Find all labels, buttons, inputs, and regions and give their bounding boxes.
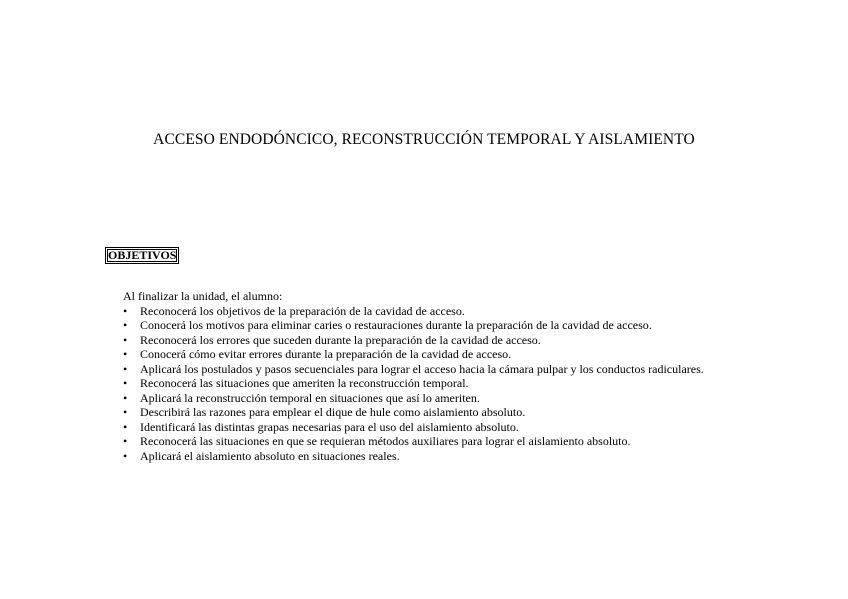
objective-text: Identificará las distintas grapas necesarias para el uso del aislamiento absoluto.	[140, 419, 519, 434]
list-item	[123, 362, 704, 377]
intro-text: Al finalizar la unidad, el alumno:	[123, 289, 283, 303]
document-title: ACCESO ENDODÓNCICO, RECONSTRUCCIÓN TEMPORAL Y AISLAMIENTO	[153, 131, 695, 148]
list-item	[123, 318, 704, 333]
objective-text: Aplicará el aislamiento absoluto en situaciones reales.	[140, 448, 400, 463]
objective-text: Reconocerá las situaciones que ameriten la reconstrucción temporal.	[140, 376, 469, 390]
list-item	[123, 376, 704, 391]
list-item	[123, 304, 704, 319]
list-item	[123, 391, 704, 406]
objective-text: Aplicará la reconstrucción temporal en situaciones que así lo ameriten.	[140, 390, 480, 405]
objective-text: Describirá las razones para emplear el dique de hule como aislamiento absoluto.	[140, 405, 526, 419]
bullet-icon: •	[123, 303, 128, 318]
objectives-list	[123, 304, 704, 464]
list-item	[123, 333, 704, 348]
list-item	[123, 449, 704, 464]
objective-text: Reconocerá los errores que suceden durante la preparación de la cavidad de acceso.	[140, 332, 541, 347]
bullet-icon: •	[123, 390, 128, 405]
bullet-icon: •	[123, 434, 128, 448]
list-item	[123, 347, 704, 362]
bullet-icon: •	[123, 332, 128, 347]
objective-text: Conocerá los motivos para eliminar caries o restauraciones durante la preparación de la cavidad de acceso.	[140, 318, 652, 332]
bullet-icon: •	[123, 361, 128, 376]
objective-text: Reconocerá los objetivos de la preparación de la cavidad de acceso.	[140, 303, 465, 318]
objective-text: Aplicará los postulados y pasos secuenciales para lograr el acceso hacia la cámara pulpar y los conductos radiculares.	[140, 361, 704, 376]
objective-text: Conocerá cómo evitar errores durante la preparación de la cavidad de acceso.	[140, 347, 512, 361]
bullet-icon: •	[123, 376, 128, 390]
bullet-icon: •	[123, 347, 128, 361]
section-heading-objetivos: OBJETIVOS	[105, 247, 179, 264]
list-item	[123, 420, 704, 435]
objective-text: Reconocerá las situaciones en que se requieran métodos auxiliares para lograr el aislamiento absoluto.	[140, 434, 631, 448]
bullet-icon: •	[123, 448, 128, 463]
list-item	[123, 434, 704, 449]
bullet-icon: •	[123, 419, 128, 434]
list-item	[123, 405, 704, 420]
bullet-icon: •	[123, 318, 128, 332]
bullet-icon: •	[123, 405, 128, 419]
